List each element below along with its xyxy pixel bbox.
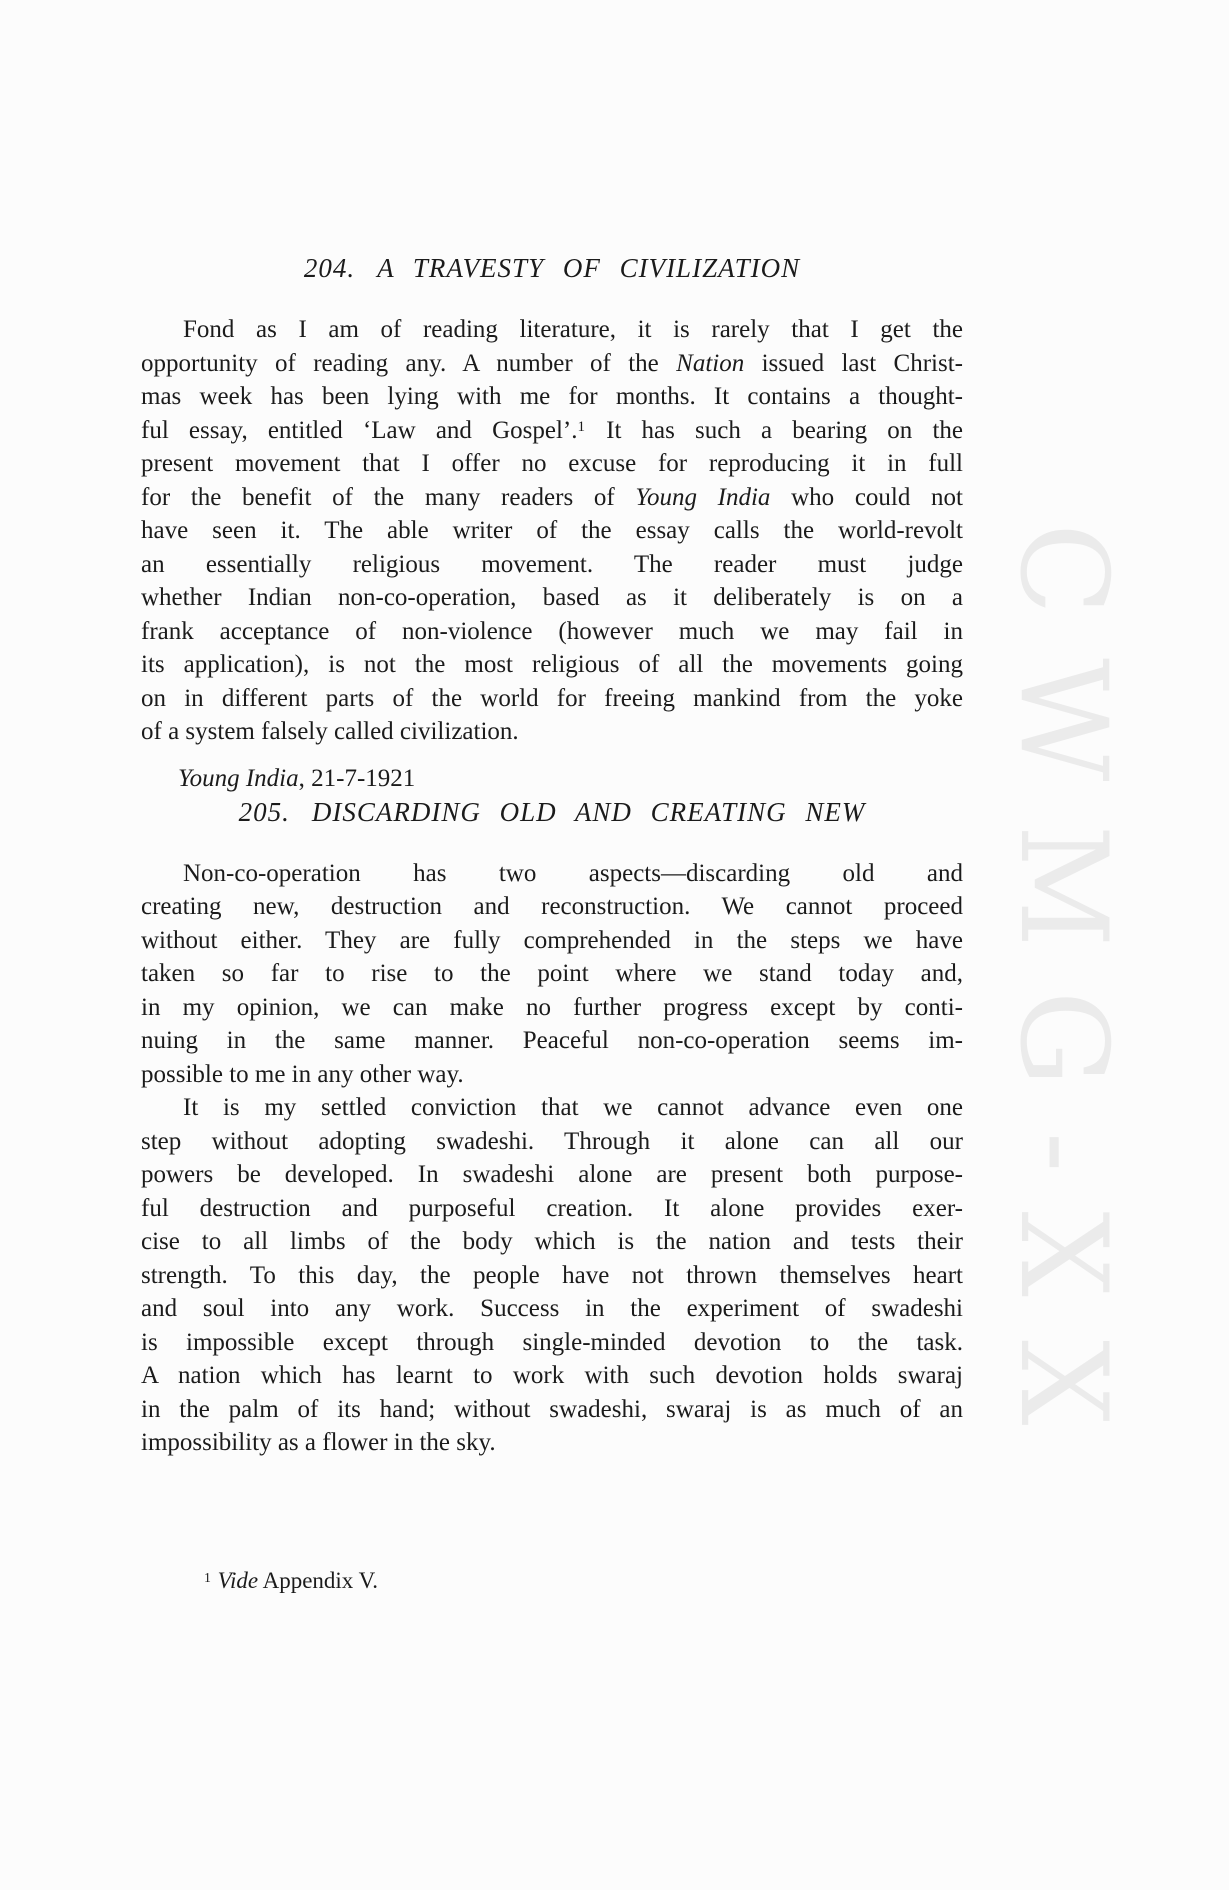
text-line	[141, 514, 963, 548]
text-line	[141, 1125, 963, 1159]
text-line	[141, 1359, 963, 1393]
text-run: It has such a bearing on the	[585, 416, 963, 444]
text-line	[141, 1426, 963, 1460]
text-run: present movement that I offer no excuse for reproducing it in full	[141, 450, 963, 477]
text-run: its application), is not the most religious of all the movements going	[141, 651, 963, 678]
text-run: an essentially religious movement. The reader must judge	[141, 550, 963, 578]
text-line	[141, 924, 963, 958]
paragraph	[141, 857, 963, 1092]
paragraph	[141, 1091, 963, 1460]
text-run: Appendix V.	[258, 1568, 379, 1593]
source-citation	[141, 762, 963, 796]
section-number: 204.	[303, 253, 356, 283]
text-line	[141, 481, 963, 515]
text-run: Fond as I am of reading literature, it is rarely that I get the	[183, 316, 963, 343]
italic-text: Nation	[676, 349, 745, 377]
text-line	[141, 1091, 963, 1125]
text-run: without either. They are fully comprehended in the steps we have	[141, 926, 963, 954]
text-line	[141, 414, 963, 448]
text-line	[141, 857, 963, 891]
text-line	[141, 991, 963, 1025]
text-line	[141, 447, 963, 481]
text-line	[141, 1326, 963, 1360]
text-line	[141, 548, 963, 582]
text-run: nuing in the same manner. Peaceful non-co-operation seems im-	[141, 1027, 963, 1054]
text-line	[141, 1259, 963, 1293]
text-line	[141, 581, 963, 615]
text-run: have seen it. The able writer of the essay calls the world-revolt	[141, 517, 963, 544]
text-run: ful essay, entitled ‘Law and Gospel’.	[141, 416, 578, 444]
footnote-marker: 1	[577, 418, 585, 435]
footnote-marker: 1	[204, 1569, 211, 1585]
section-number: 205.	[238, 796, 290, 827]
text-line	[141, 890, 963, 924]
text-run: for the benefit of the many readers of	[141, 483, 636, 511]
section-heading	[141, 252, 963, 284]
text-run: taken so far to rise to the point where we stand today and,	[141, 960, 963, 987]
text-run: It is my settled conviction that we cannot advance even one	[183, 1094, 963, 1121]
section-title: DISCARDING OLD AND CREATING NEW	[311, 796, 866, 827]
section-205	[141, 796, 963, 1460]
text-run: on in different parts of the world for freeing mankind from the yoke	[141, 684, 963, 712]
text-line	[141, 648, 963, 682]
text-block	[141, 252, 963, 1460]
italic-text: Young India	[178, 764, 299, 792]
text-line	[141, 957, 963, 991]
text-run: of a system falsely called civilization.	[141, 718, 519, 745]
text-line	[141, 1158, 963, 1192]
text-run: in my opinion, we can make no further progress except by conti-	[141, 993, 963, 1021]
footnote	[204, 1567, 378, 1595]
text-run: issued last Christ-	[744, 349, 963, 377]
text-line	[141, 1192, 963, 1226]
text-run: powers be developed. In swadeshi alone are present both purpose-	[141, 1161, 963, 1188]
paragraph	[141, 313, 963, 749]
text-run: A nation which has learnt to work with such devotion holds swaraj	[141, 1362, 963, 1389]
italic-text: Young India	[635, 483, 771, 511]
text-run: ful destruction and purposeful creation. It alone provides exer-	[141, 1194, 963, 1222]
section-heading	[141, 796, 963, 828]
text-line	[141, 615, 963, 649]
text-run: impossibility as a flower in the sky.	[141, 1429, 496, 1456]
text-line	[141, 1058, 963, 1092]
section-204	[141, 252, 963, 796]
italic-text: Vide	[217, 1568, 259, 1593]
text-run: and soul into any work. Success in the experiment of swadeshi	[141, 1295, 963, 1322]
text-line	[141, 347, 963, 381]
text-line	[141, 682, 963, 716]
text-line	[141, 1393, 963, 1427]
text-run: in the palm of its hand; without swadeshi, swaraj is as much of an	[141, 1395, 963, 1423]
text-line	[141, 715, 963, 749]
text-run: is impossible except through single-minded devotion to the task.	[141, 1328, 963, 1356]
text-run: creating new, destruction and reconstruction. We cannot proceed	[141, 893, 963, 920]
text-line	[141, 1024, 963, 1058]
section-title: A TRAVESTY OF CIVILIZATION	[377, 253, 801, 283]
text-run: Non-co-operation has two aspects—discarding old and	[183, 859, 963, 887]
text-run: step without adopting swadeshi. Through it alone can all our	[141, 1127, 963, 1155]
text-run: mas week has been lying with me for months. It contains a thought-	[141, 383, 963, 410]
text-line	[141, 313, 963, 347]
text-run: strength. To this day, the people have not thrown themselves heart	[141, 1261, 963, 1289]
text-line	[141, 1292, 963, 1326]
text-run: who could not	[770, 483, 963, 511]
text-run: frank acceptance of non-violence (however much we may fail in	[141, 617, 963, 645]
text-run: opportunity of reading any. A number of the	[141, 349, 677, 377]
text-line	[141, 1225, 963, 1259]
text-line	[141, 380, 963, 414]
text-run: whether Indian non-co-operation, based as it deliberately is on a	[141, 584, 963, 611]
text-run: cise to all limbs of the body which is the nation and tests their	[141, 1228, 963, 1255]
text-run: possible to me in any other way.	[141, 1060, 464, 1088]
text-run: , 21-7-1921	[298, 764, 416, 792]
watermark-text: CWMG-XX	[993, 523, 1132, 1469]
